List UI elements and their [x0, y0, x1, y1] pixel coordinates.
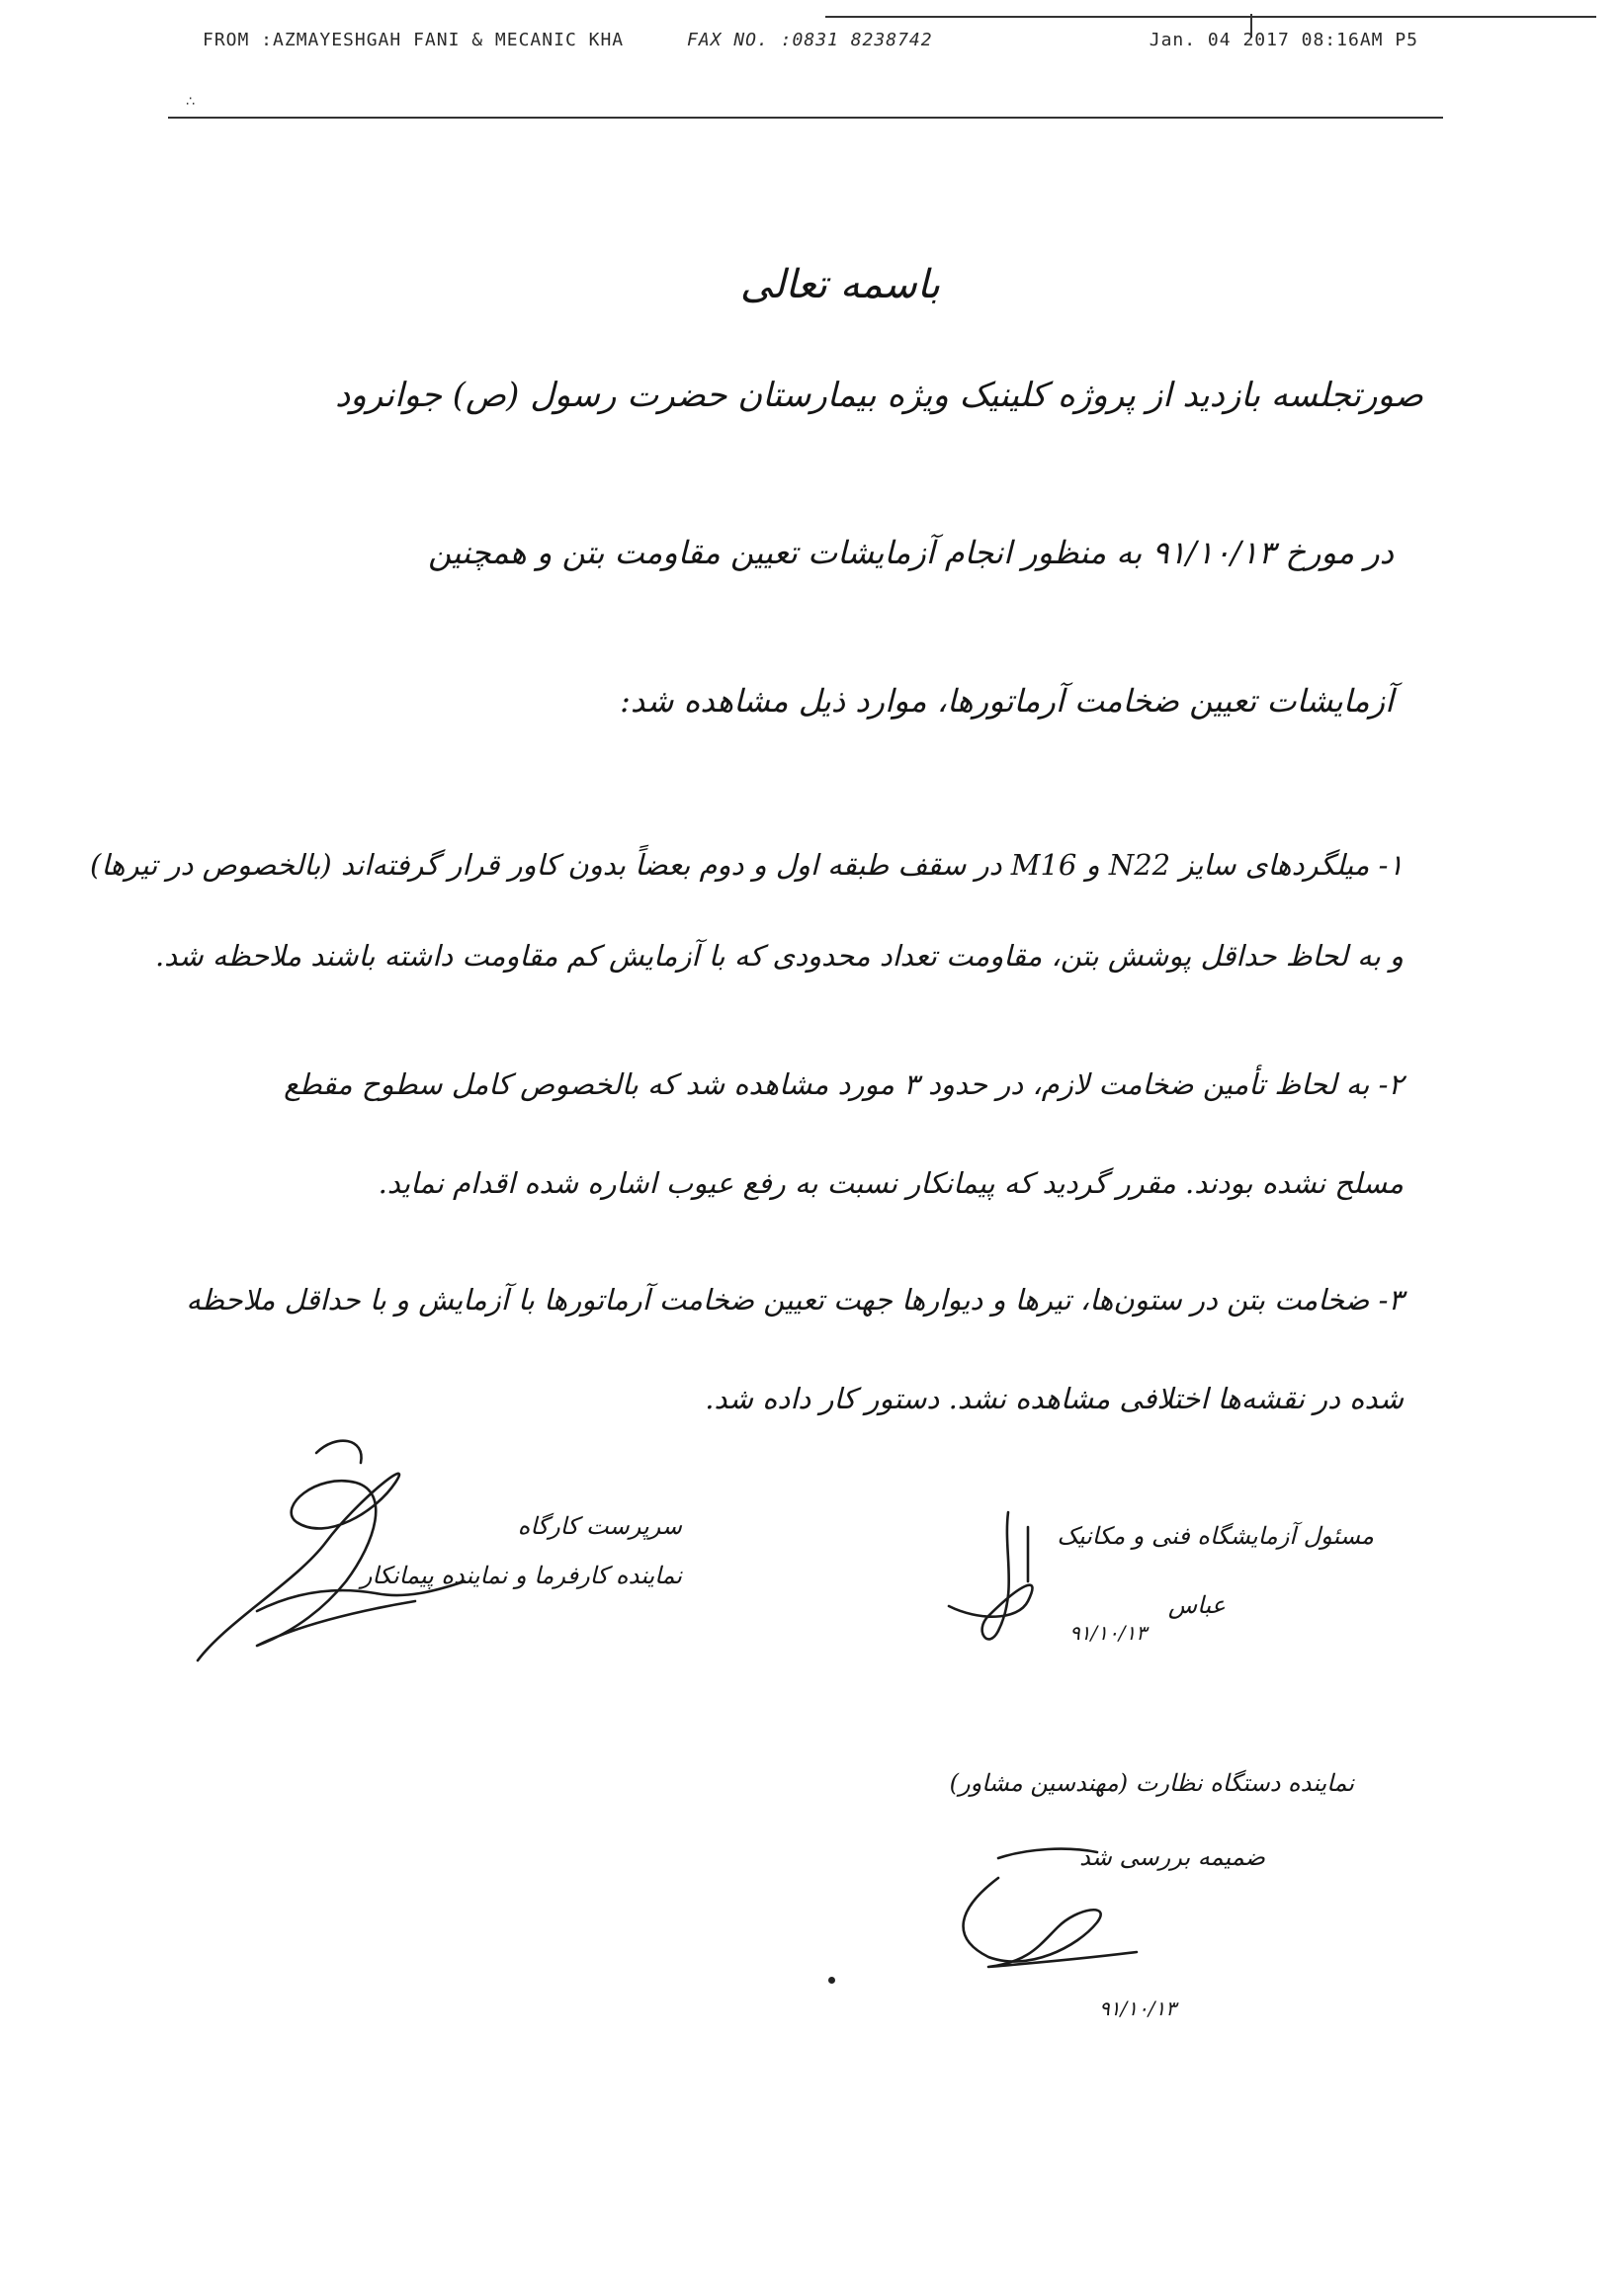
bottom-signer-title: نماینده دستگاه نظارت (مهندسین مشاور) [949, 1769, 1354, 1797]
item-1-line-2: و به لحاظ حداقل پوشش بتن، مقاومت تعداد محدودی که با آزمایش کم مقاومت داشته باشند ملاحظه شد. [154, 939, 1404, 973]
basmala: باسمه تعالی [739, 262, 941, 307]
fax-from: FROM :AZMAYESHGAH FANI & MECANIC KHA [203, 30, 625, 50]
intro-line-2: آزمایشات تعیین ضخامت آرماتورها، موارد ذیل مشاهده شد: [620, 682, 1394, 720]
right-signer-title: مسئول آزمایشگاه فنی و مکانیک [1057, 1522, 1374, 1550]
left-signer-role: نماینده کارفرما و نماینده پیمانکار [360, 1562, 682, 1589]
fax-date: Jan. 04 2017 08:16AM P5 [1149, 30, 1418, 50]
fax-number: FAX NO. :0831 8238742 [687, 30, 933, 50]
bottom-signature-date: ۹۱/۱۰/۱۳ [1099, 1997, 1176, 2020]
fax-header-underline [168, 117, 1443, 119]
stray-dot [828, 1977, 835, 1984]
item-2-line-2: مسلح نشده بودند. مقرر گردید که پیمانکار نسبت به رفع عیوب اشاره شده اقدام نماید. [378, 1166, 1404, 1200]
bottom-signature-mark [964, 1878, 1137, 1967]
right-signature-date: ۹۱/۱۰/۱۳ [1069, 1621, 1147, 1645]
item-2-line-1: ۲- به لحاظ تأمین ضخامت لازم، در حدود ۳ مورد مشاهده شد که بالخصوص کامل سطوح مقطع [284, 1067, 1404, 1101]
bottom-signer-note: ضمیمه بررسی شد [1079, 1843, 1265, 1871]
letter-title: صورتجلسه بازدید از پروژه کلینیک ویژه بیمارستان حضرت رسول (ص) جوانرود [335, 376, 1423, 415]
margin-mark: ∴ [186, 94, 195, 110]
item-1-line-1: ۱- میلگردهای سایز N22 و M16 در سقف طبقه اول و دوم بعضاً بدون کاور قرار گرفته‌اند (بالخصوص در تیرها) [90, 848, 1404, 882]
fax-top-rule [825, 16, 1596, 18]
intro-line-1: در مورخ ۹۱/۱۰/۱۳ به منظور انجام آزمایشات تعیین مقاومت بتن و همچنین [428, 534, 1394, 571]
fax-header [203, 30, 1418, 79]
item-3-line-1: ۳- ضخامت بتن در ستون‌ها، تیرها و دیوارها جهت تعیین ضخامت آرماتورها با آزمایش و با حداقل ملاحظه [186, 1283, 1404, 1317]
item-3-line-2: شده در نقشه‌ها اختلافی مشاهده نشد. دستور کار داده شد. [705, 1382, 1404, 1415]
left-signer-title: سرپرست کارگاه [517, 1512, 682, 1540]
right-signer-name: عباس [1167, 1591, 1226, 1619]
